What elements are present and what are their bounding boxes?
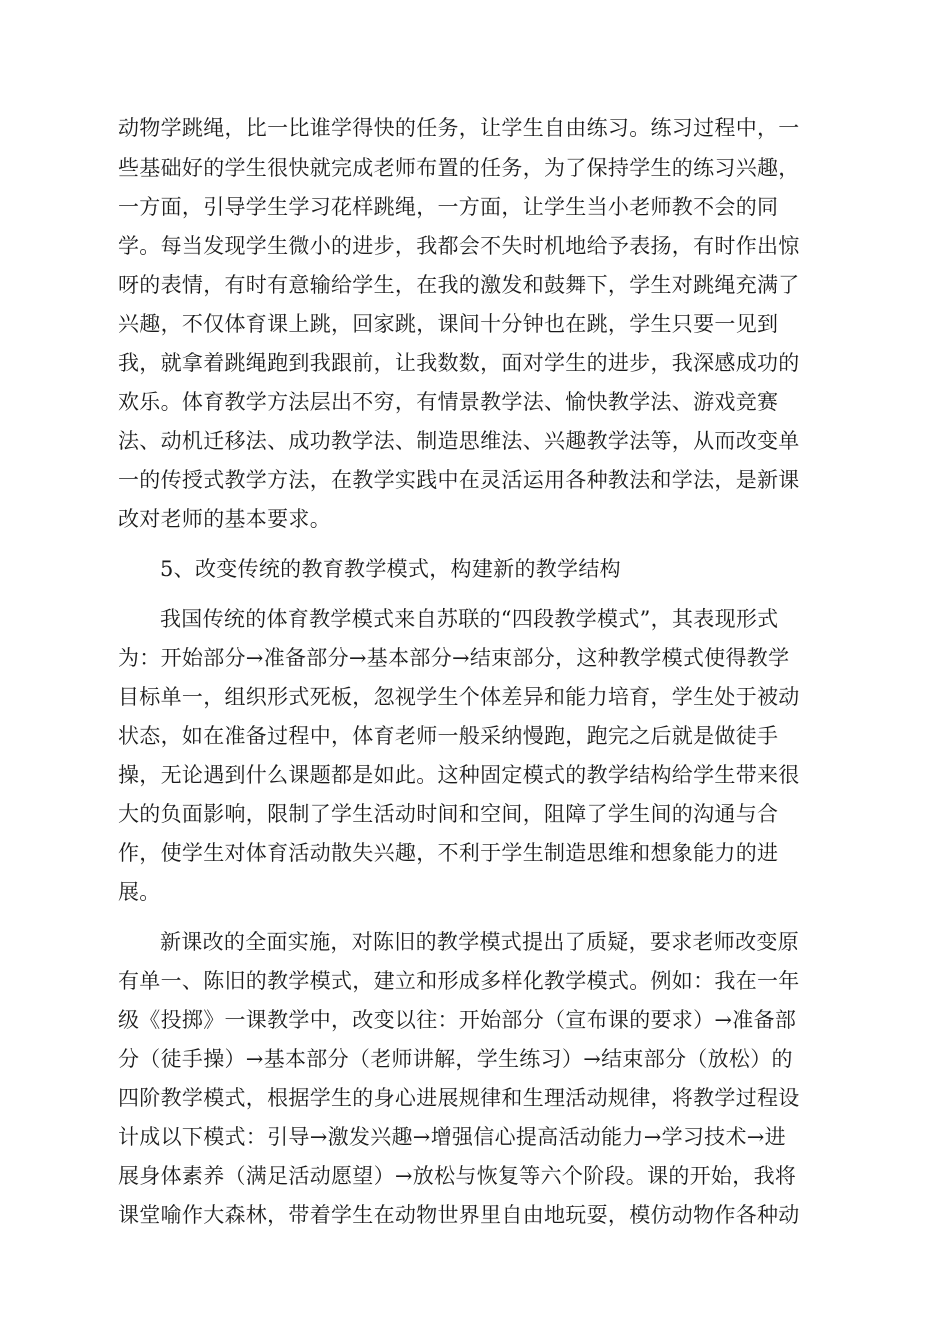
paragraph-4-line-2: 有单一、陈旧的教学模式，建立和形成多样化教学模式。例如：我在一年	[118, 969, 800, 993]
paragraph-3-line-1: 我国传统的体育教学模式来自苏联的“四段教学模式”，其表现形式	[160, 607, 779, 631]
paragraph-3-line-2: 为：开始部分→准备部分→基本部分→结束部分，这种教学模式使得教学	[118, 646, 790, 670]
paragraph-4-line-3: 级《投掷》一课教学中，改变以往：开始部分（宣布课的要求）→准备部	[118, 1008, 797, 1032]
paragraph-1-line-8: 欢乐。体育教学方法层出不穷，有情景教学法、愉快教学法、游戏竞赛	[118, 390, 779, 414]
paragraph-1-line-5: 呀的表情，有时有意输给学生，在我的激发和鼓舞下，学生对跳绳充满了	[118, 273, 800, 297]
paragraph-1-line-7: 我，就拿着跳绳跑到我跟前，让我数数，面对学生的进步，我深感成功的	[118, 351, 800, 375]
paragraph-4-line-8: 课堂喻作大森林，带着学生在动物世界里自由地玩耍，模仿动物作各种动	[118, 1203, 800, 1227]
paragraph-4-line-1: 新课改的全面实施，对陈旧的教学模式提出了质疑，要求老师改变原	[160, 930, 799, 954]
paragraph-4-line-4: 分（徒手操）→基本部分（老师讲解，学生练习）→结束部分（放松）的	[118, 1047, 793, 1071]
paragraph-1-line-1: 动物学跳绳，比一比谁学得快的任务，让学生自由练习。练习过程中，一	[118, 116, 800, 140]
paragraph-4-line-5: 四阶教学模式，根据学生的身心进展规律和生理活动规律，将教学过程设	[118, 1086, 800, 1110]
paragraph-1-line-6: 兴趣，不仅体育课上跳，回家跳，课间十分钟也在跳，学生只要一见到	[118, 312, 779, 336]
paragraph-3-line-8: 展。	[118, 880, 161, 904]
paragraph-4-line-6: 计成以下模式：引导→激发兴趣→增强信心提高活动能力→学习技术→进	[118, 1125, 786, 1149]
paragraph-3-line-7: 作，使学生对体育活动散失兴趣，不利于学生制造思维和想象能力的进	[118, 841, 779, 865]
paragraph-1-line-3: 一方面，引导学生学习花样跳绳，一方面，让学生当小老师教不会的同	[118, 195, 779, 219]
paragraph-3-line-6: 大的负面影响，限制了学生活动时间和空间，阻障了学生间的沟通与合	[118, 802, 779, 826]
paragraph-3-line-4: 状态，如在准备过程中，体育老师一般采纳慢跑，跑完之后就是做徒手	[118, 724, 779, 748]
paragraph-4-line-7: 展身体素养（满足活动愿望）→放松与恢复等六个阶段。课的开始，我将	[118, 1164, 797, 1188]
paragraph-1-line-9: 法、动机迁移法、成功教学法、制造思维法、兴趣教学法等，从而改变单	[118, 429, 800, 453]
section-heading: 5、改变传统的教育教学模式，构建新的教学结构	[160, 557, 621, 581]
paragraph-3-line-5: 操，无论遇到什么课题都是如此。这种固定模式的教学结构给学生带来很	[118, 763, 800, 787]
paragraph-1-line-10: 一的传授式教学方法，在教学实践中在灵活运用各种教法和学法，是新课	[118, 468, 800, 492]
paragraph-1-line-11: 改对老师的基本要求。	[118, 507, 331, 531]
paragraph-3-line-3: 目标单一，组织形式死板，忽视学生个体差异和能力培育，学生处于被动	[118, 685, 800, 709]
paragraph-1-line-4: 学。每当发现学生微小的进步，我都会不失时机地给予表扬，有时作出惊	[118, 234, 800, 258]
paragraph-1-line-2: 些基础好的学生很快就完成老师布置的任务，为了保持学生的练习兴趣，	[118, 156, 800, 180]
